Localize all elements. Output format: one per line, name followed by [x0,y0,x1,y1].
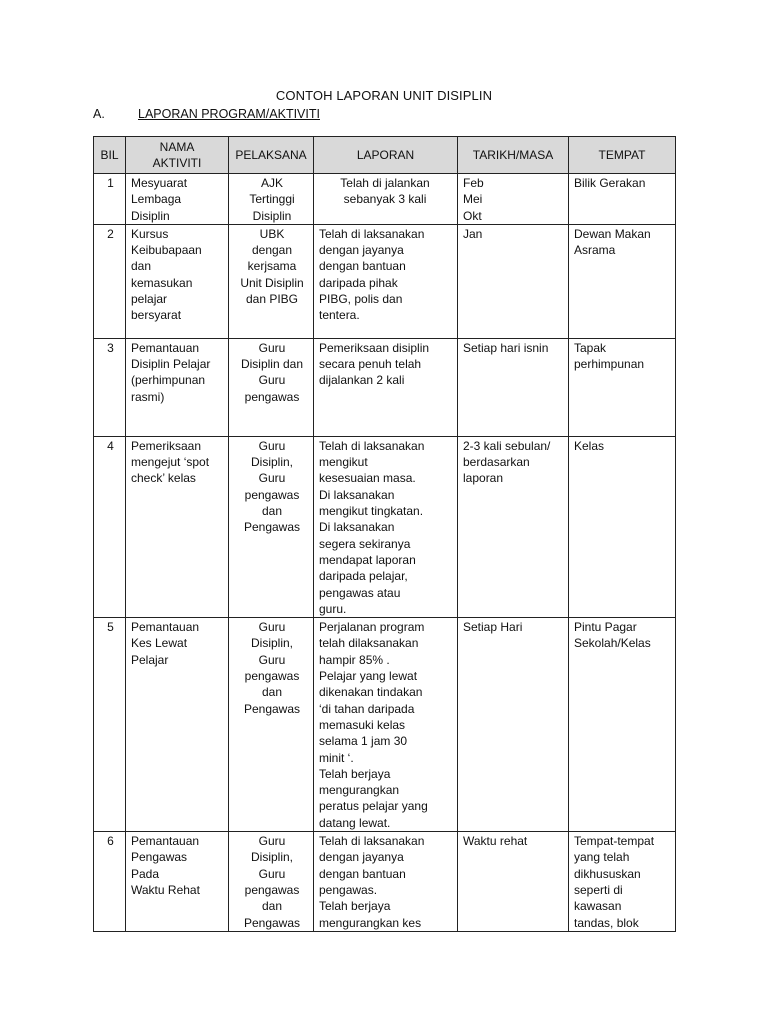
cell-line: Setiap Hari [463,620,523,635]
cell-line: 1 [107,176,114,190]
cell-line: Disiplin, [250,455,293,470]
cell-line: Tapak [574,340,607,355]
cell-line: dikenakan tindakan [319,685,423,700]
cell-tempat [569,338,676,436]
header-nama-aktiviti: NAMA AKTIVITI [126,137,229,174]
cell-laporan [314,618,458,832]
cell-line: 6 [107,834,114,849]
table-row [94,338,676,436]
cell-line: Guru [258,373,286,388]
cell-line: Mesyuarat [131,176,188,190]
cell-line: guru. [319,601,347,616]
cell-laporan [314,436,458,617]
cell-laporan [314,224,458,338]
cell-line: Pelajar yang lewat [319,669,418,684]
cell-line: Unit Disiplin [240,275,304,290]
cell-line: dengan [251,243,293,258]
cell-line: Lembaga [131,192,182,207]
cell-line: Guru [258,340,286,355]
cell-line: Jan [463,226,483,241]
cell-line: Pada [131,866,160,881]
cell-line: Pintu Pagar [574,620,637,635]
cell-line: Di laksanakan [319,487,395,502]
cell-line: kemasukan [131,275,193,290]
cell-line: datang lewat. [319,815,391,830]
header-tarikh-masa: TARIKH/MASA [458,137,569,174]
cell-line: Telah di laksanakan [319,438,425,453]
cell-tarikh-masa [458,832,569,932]
cell-line: UBK [259,226,285,241]
cell-line: bersyarat [131,308,182,323]
cell-line: Kursus [131,226,169,241]
cell-line: Guru [258,652,286,667]
table-row [94,832,676,932]
cell-line: Pengawas [243,520,301,535]
cell-tarikh-masa [458,618,569,832]
cell-line: Guru [258,471,286,486]
cell-line: Telah berjaya [319,766,391,781]
cell-line: dengan bantuan [319,866,406,881]
cell-line: mengurangkan [319,783,400,798]
cell-line: Pengawas [243,915,301,930]
cell-line: (perhimpunan [131,373,206,388]
cell-line: Disiplin, [250,850,293,865]
cell-tempat [569,618,676,832]
cell-line: pengawas. [319,882,378,897]
cell-line: Pemantauan [131,834,200,849]
section-heading: LAPORAN PROGRAM/AKTIVITI [138,107,320,121]
cell-line: daripada pihak [319,275,398,290]
cell-pelaksana [229,436,314,617]
cell-line: dengan jayanya [319,243,404,258]
cell-line: Pemeriksaan [131,438,202,453]
cell-line: dan [261,504,283,519]
cell-line: Setiap hari isnin [463,340,549,355]
cell-line: Waktu rehat [463,834,528,849]
cell-line: mengikut [319,455,368,470]
cell-line: selama 1 jam 30 [319,734,408,749]
cell-line: rasmi) [131,389,165,404]
cell-line: hampir 85% . [319,652,390,667]
cell-tarikh-masa [458,224,569,338]
cell-line: dan [261,685,283,700]
cell-bil [94,832,126,932]
cell-line: Waktu Rehat [131,882,200,897]
cell-line: PIBG, polis dan [319,292,403,307]
cell-line: sebanyak 3 kali [343,192,427,207]
page-title: CONTOH LAPORAN UNIT DISIPLIN [275,88,493,103]
header-bil: BIL [94,137,126,174]
cell-laporan [314,174,458,225]
cell-line: pengawas [244,669,300,684]
cell-pelaksana [229,832,314,932]
cell-line: seperti di [574,882,623,897]
cell-nama-aktiviti [126,338,229,436]
activity-report-table [93,136,676,932]
cell-line: laporan [463,471,504,486]
table-row [94,618,676,832]
cell-line: Pengawas [243,701,301,716]
cell-line: perhimpunan [574,357,645,372]
cell-line: AJK [260,176,283,190]
cell-line: Dewan Makan [574,226,651,241]
cell-tempat [569,174,676,225]
cell-line: Guru [258,866,286,881]
cell-line: mendapat laporan [319,552,416,567]
cell-line: dan [131,259,152,274]
cell-line: Sekolah/Kelas [574,636,651,651]
cell-line: Guru [258,834,286,849]
cell-line: Disiplin [252,208,292,223]
cell-line: daripada pelajar, [319,569,408,584]
cell-line: 4 [107,438,114,453]
cell-line: Guru [258,438,286,453]
cell-line: Kes Lewat [131,636,188,651]
cell-line: Telah di laksanakan [319,226,425,241]
cell-line: 2-3 kali sebulan/ [463,438,551,453]
cell-nama-aktiviti [126,174,229,225]
table-row [94,436,676,617]
cell-line: Kelas [574,438,605,453]
cell-laporan [314,832,458,932]
cell-pelaksana [229,224,314,338]
cell-line: tandas, blok [574,915,639,930]
cell-nama-aktiviti [126,618,229,832]
cell-nama-aktiviti [126,832,229,932]
section-letter: A. [93,107,105,121]
cell-line: Tempat-tempat [574,834,655,849]
table-header-row [94,137,676,174]
cell-line: tentera. [319,308,360,323]
cell-line: ‘di tahan daripada [319,701,415,716]
cell-line: kesesuaian masa. [319,471,416,486]
cell-line: Pelajar [131,652,169,667]
cell-line: pengawas [244,487,300,502]
cell-line: pengawas [244,882,300,897]
cell-line: Asrama [574,243,616,258]
cell-line: yang telah [574,850,630,865]
cell-bil [94,618,126,832]
cell-line: minit ‘. [319,750,354,765]
header-laporan: LAPORAN [314,137,458,174]
cell-line: Keibubapaan [131,243,202,258]
cell-line: Pemantauan [131,620,200,635]
cell-line: Pemeriksaan disiplin [319,340,430,355]
cell-line: kawasan [574,899,622,914]
cell-tarikh-masa [458,174,569,225]
cell-line: pelajar [131,292,168,307]
cell-bil [94,436,126,617]
cell-line: dan [261,899,283,914]
cell-line: 2 [107,226,114,241]
cell-tempat [569,436,676,617]
header-pelaksana: PELAKSANA [229,137,314,174]
cell-line: Disiplin Pelajar [131,357,211,372]
cell-line: dengan bantuan [319,259,406,274]
cell-bil [94,224,126,338]
cell-line: Pemantauan [131,340,200,355]
cell-line: pengawas [244,389,300,404]
cell-line: Telah di jalankan [340,176,430,190]
cell-tarikh-masa [458,338,569,436]
cell-line: Okt [463,208,482,223]
cell-nama-aktiviti [126,224,229,338]
cell-line: Disiplin dan [240,357,304,372]
cell-bil [94,174,126,225]
cell-line: telah dilaksanakan [319,636,419,651]
cell-line: dikhususkan [574,866,641,881]
cell-tempat [569,832,676,932]
cell-line: dijalankan 2 kali [319,373,405,388]
cell-line: mengejut ‘spot [131,455,210,470]
cell-line: berdasarkan [463,455,530,470]
cell-line: Bilik Gerakan [574,176,646,190]
cell-pelaksana [229,618,314,832]
cell-line: Feb [463,176,484,190]
cell-pelaksana [229,338,314,436]
cell-line: Tertinggi [249,192,295,207]
table-row [94,174,676,225]
cell-nama-aktiviti [126,436,229,617]
cell-tempat [569,224,676,338]
cell-line: secara penuh telah [319,357,422,372]
cell-bil [94,338,126,436]
cell-line: mengurangkan kes [319,915,422,930]
cell-pelaksana [229,174,314,225]
cell-line: Telah berjaya [319,899,391,914]
cell-line: mengikut tingkatan. [319,504,424,519]
cell-line: peratus pelajar yang [319,799,428,814]
cell-tarikh-masa [458,436,569,617]
cell-line: dengan jayanya [319,850,404,865]
cell-line: Mei [463,192,483,207]
cell-line: segera sekiranya [319,536,411,551]
cell-line: pengawas atau [319,585,401,600]
cell-line: Guru [258,620,286,635]
cell-line: 5 [107,620,114,635]
cell-line: Di laksanakan [319,520,395,535]
cell-line: Disiplin, [250,636,293,651]
cell-line: kerjsama [247,259,297,274]
cell-line: Pengawas [131,850,188,865]
cell-line: Perjalanan program [319,620,425,635]
cell-line: Telah di laksanakan [319,834,425,849]
cell-laporan [314,338,458,436]
cell-line: dan PIBG [245,292,299,307]
cell-line: 3 [107,340,114,355]
cell-line: check’ kelas [131,471,196,486]
table-row [94,224,676,338]
header-tempat: TEMPAT [569,137,676,174]
cell-line: memasuki kelas [319,717,406,732]
cell-line: Disiplin [131,208,170,223]
